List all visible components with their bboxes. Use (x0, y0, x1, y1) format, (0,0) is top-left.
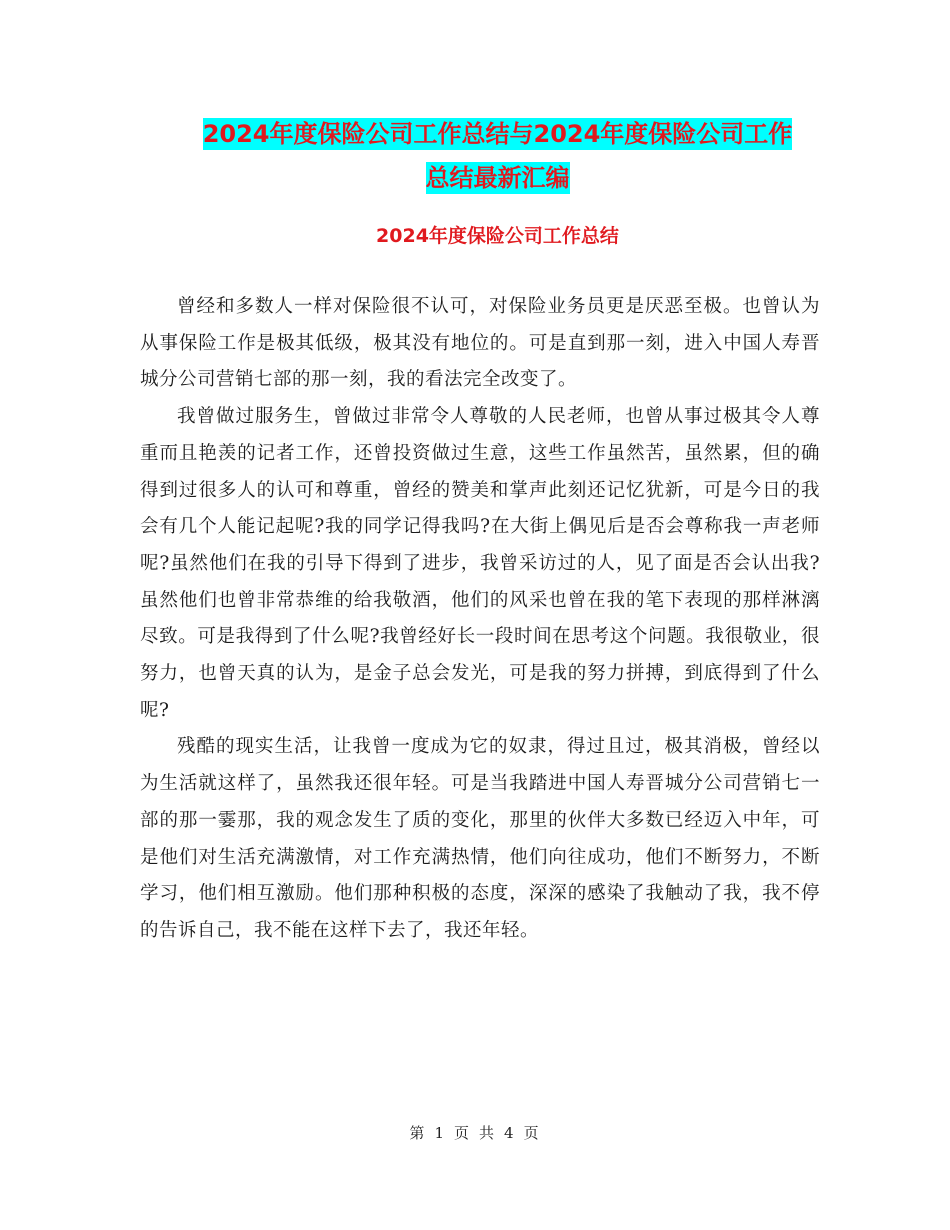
title-line-2: 总结最新汇编 (425, 164, 570, 192)
paragraph-3: 残酷的现实生活，让我曾一度成为它的奴隶，得过且过，极其消极，曾经以为生活就这样了，虽然我还很年轻。可是当我踏进中国人寿晋城分公司营销七一部的那一霎那，我的观念发生了质的变化，那里的伙伴大多数已经迈入中年，可是他们对生活充满激情，对工作充满热情，他们向往成功，他们不断努力，不断学习，他们相互激励。他们那种积极的态度，深深的感染了我触动了我，我不停的告诉自己，我不能在这样下去了，我还年轻。 (140, 736, 820, 941)
footer-suffix: 页 (523, 1124, 541, 1142)
body-text (140, 289, 820, 950)
footer-total-word: 共 (479, 1124, 497, 1142)
footer-prefix: 第 (409, 1124, 427, 1142)
page-footer (0, 1122, 950, 1143)
section-title: 2024年度保险公司工作总结 (376, 225, 619, 247)
paragraph-1: 曾经和多数人一样对保险很不认可，对保险业务员更是厌恶至极。也曾认为从事保险工作是极其低级，极其没有地位的。可是直到那一刻，进入中国人寿晋城分公司营销七部的那一刻，我的看法完全改变了。 (140, 296, 820, 391)
footer-current-page: 1 (434, 1124, 446, 1142)
footer-total-pages: 4 (504, 1124, 516, 1142)
paragraph-2: 我曾做过服务生，曾做过非常令人尊敬的人民老师，也曾从事过极其令人尊重而且艳羡的记者工作，还曾投资做过生意，这些工作虽然苦，虽然累，但的确得到过很多人的认可和尊重，曾经的赞美和掌声此刻还记忆犹新，可是今日的我会有几个人能记起呢?我的同学记得我吗?在大街上偶见后是否会尊称我一声老师呢?虽然他们在我的引导下得到了进步，我曾采访过的人，见了面是否会认出我?虽然他们也曾非常恭维的给我敬酒，他们的风采也曾在我的笔下表现的那样淋漓尽致。可是我得到了什么呢?我曾经好长一段时间在思考这个问题。我很敬业，很努力，也曾天真的认为，是金子总会发光，可是我的努力拼搏，到底得到了什么呢? (140, 406, 820, 721)
document-title (140, 112, 855, 200)
title-line-1: 2024年度保险公司工作总结与2024年度保险公司工作 (202, 120, 793, 148)
footer-page-word: 页 (453, 1124, 471, 1142)
